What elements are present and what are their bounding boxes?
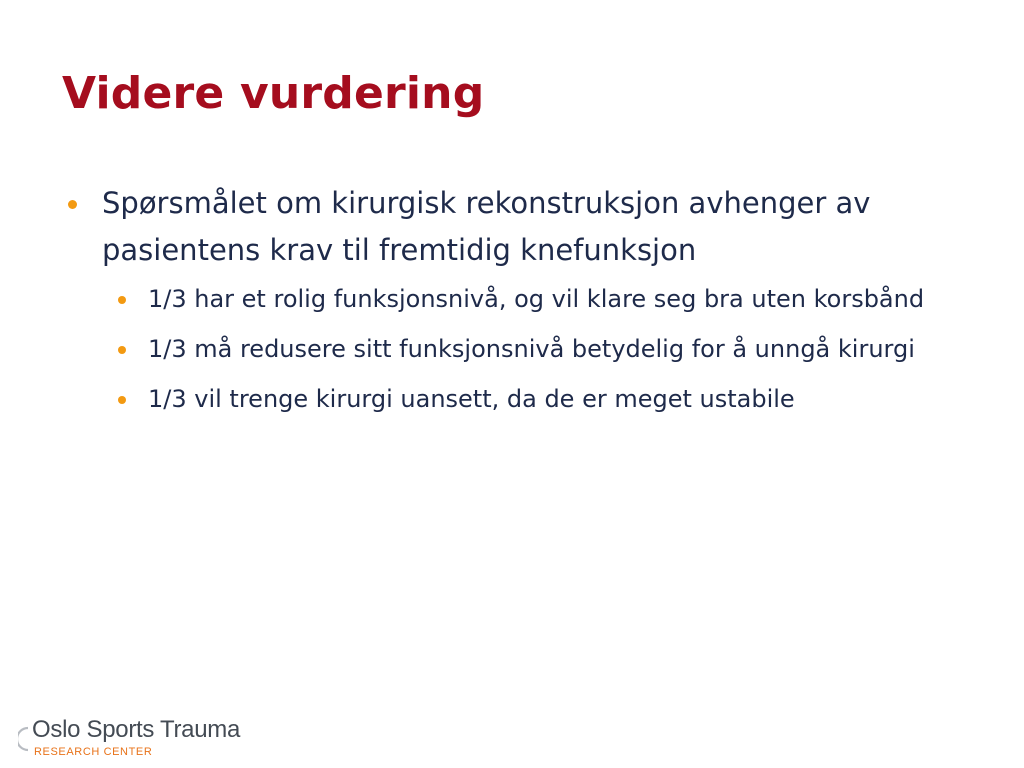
logo-subtitle: RESEARCH CENTER — [34, 746, 153, 758]
slide-title: Videre vurdering — [62, 68, 485, 119]
bullet-dot-icon — [118, 346, 126, 354]
sub-bullet-text: 1/3 har et rolig funksjonsnivå, og vil klare seg bra uten korsbånd — [148, 285, 925, 313]
main-bullet-text: Spørsmålet om kirurgisk rekonstruksjon avhenger av pasientens krav til fremtidig knefunksjon — [102, 186, 871, 267]
sub-bullet — [106, 280, 942, 318]
logo-name: Oslo Sports Trauma — [32, 716, 241, 743]
sub-bullet-list — [62, 280, 942, 418]
bullet-dot-icon — [68, 200, 77, 209]
bullet-dot-icon — [118, 396, 126, 404]
sub-bullet — [106, 380, 942, 418]
sub-bullet-text: 1/3 vil trenge kirurgi uansett, da de er meget ustabile — [148, 385, 795, 413]
oslo-sports-trauma-logo — [18, 716, 278, 760]
logo-arc-icon — [18, 726, 32, 752]
bullet-list — [62, 180, 942, 430]
sub-bullet-text: 1/3 må redusere sitt funksjonsnivå betydelig for å unngå kirurgi — [148, 335, 915, 363]
bullet-dot-icon — [118, 296, 126, 304]
sub-bullet — [106, 330, 942, 368]
main-bullet — [62, 180, 942, 274]
